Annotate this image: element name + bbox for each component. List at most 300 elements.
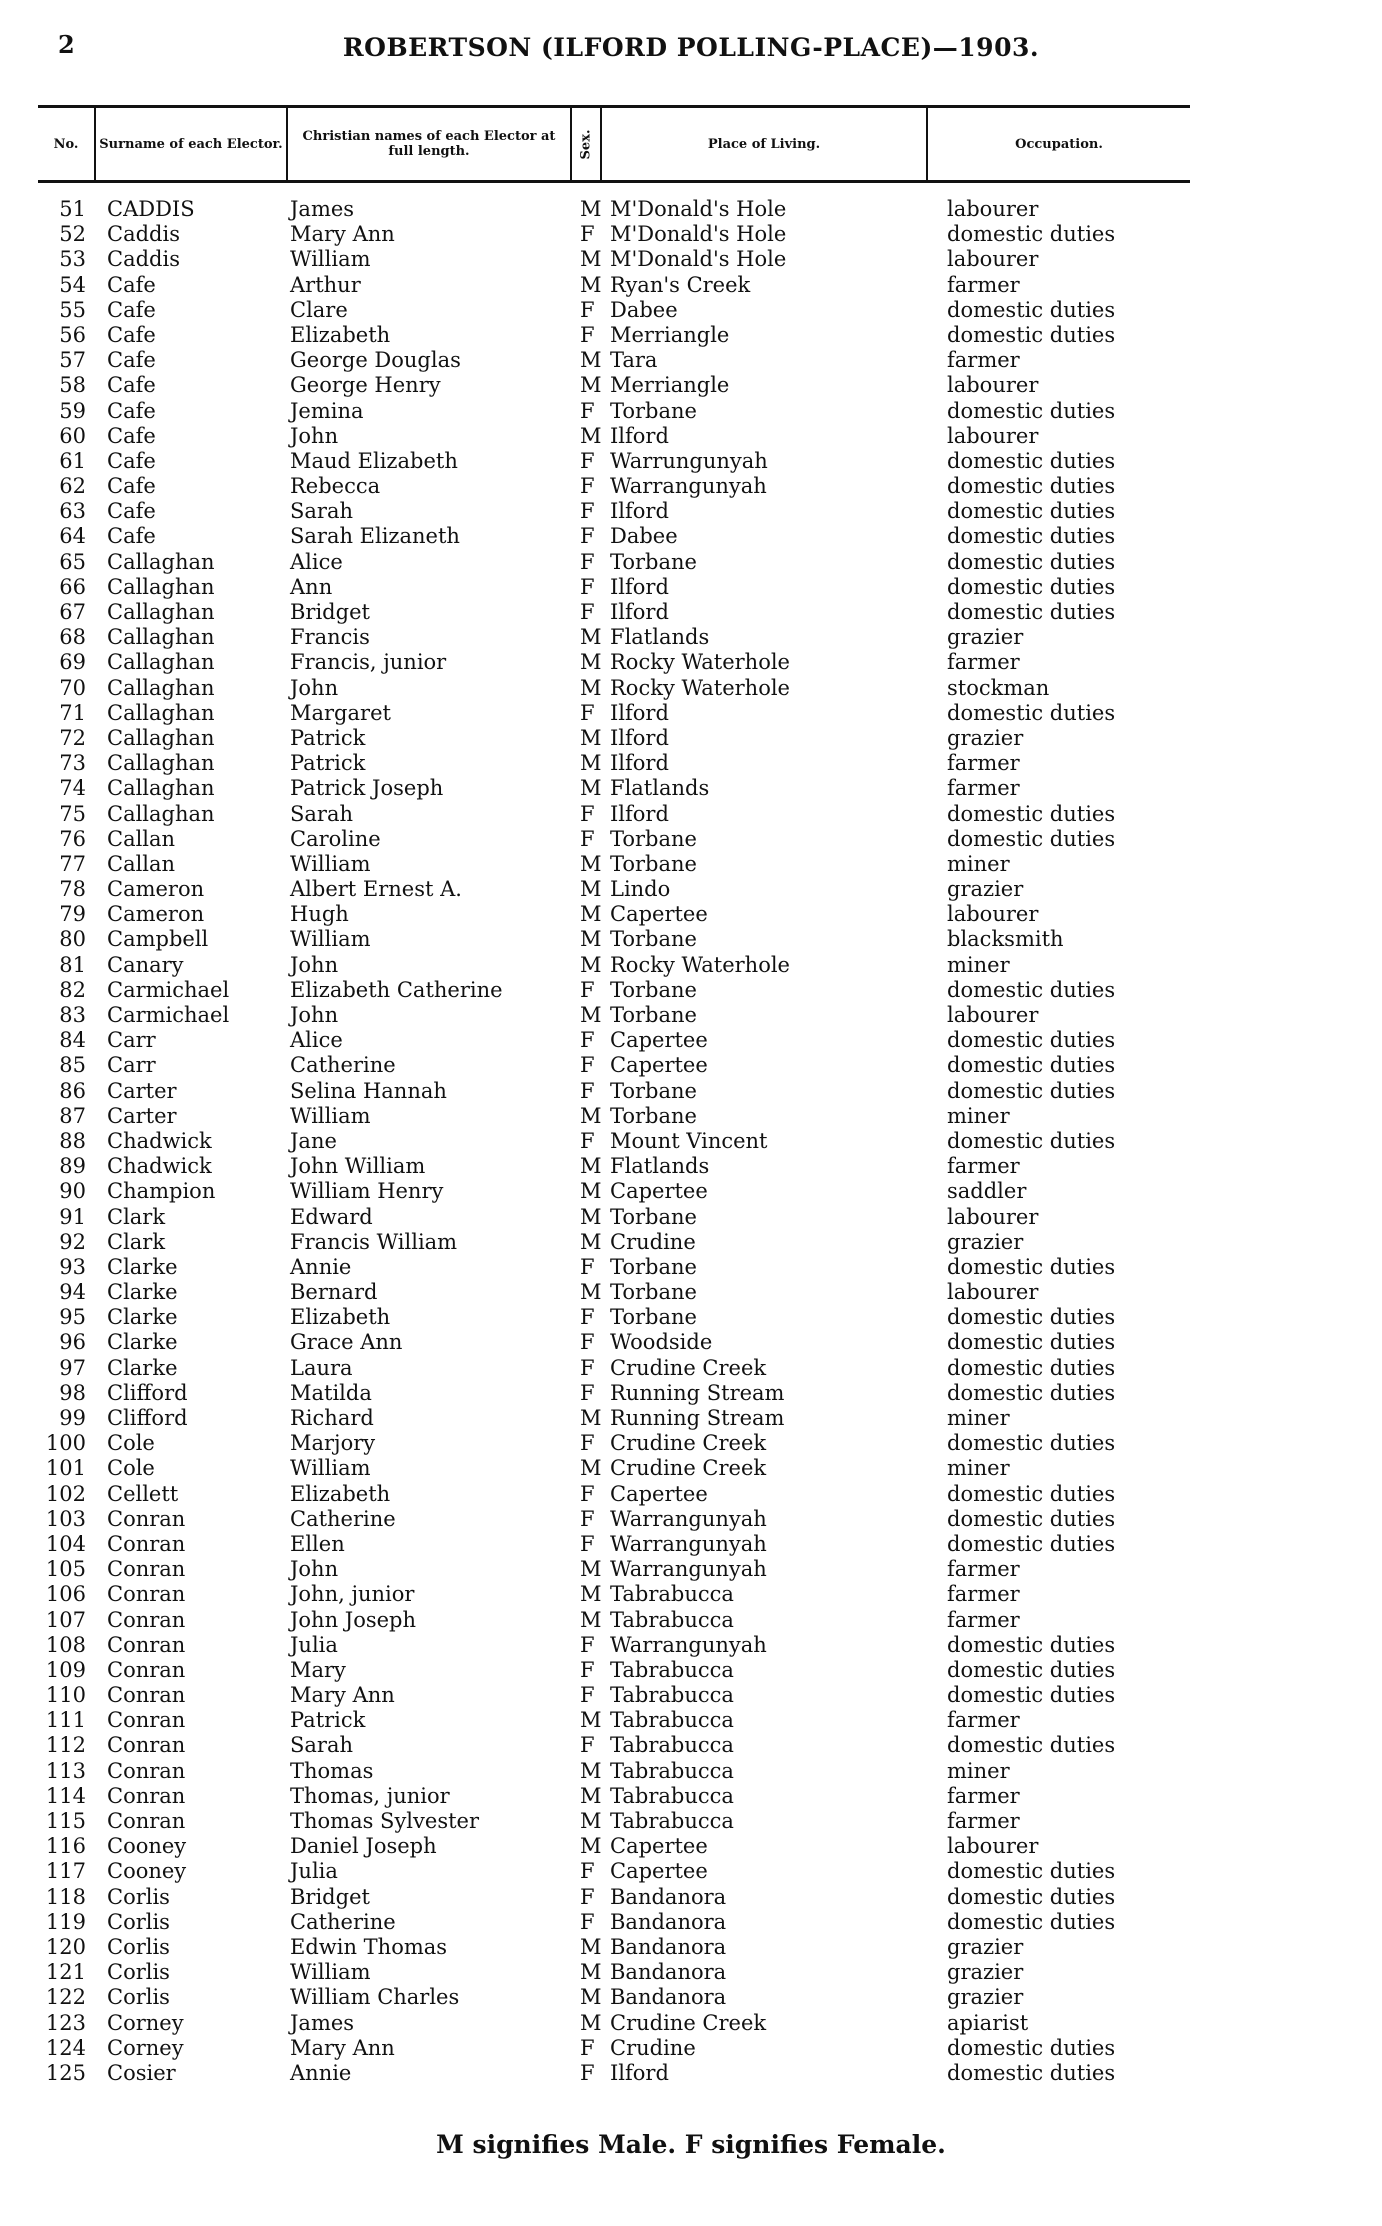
row-surname: Cafe	[107, 297, 156, 322]
row-occupation: domestic duties	[947, 297, 1116, 322]
row-christian-names: Patrick	[290, 725, 366, 750]
row-place: Ilford	[610, 499, 669, 524]
table-row	[0, 1129, 1382, 1154]
row-number: 118	[45, 1884, 86, 1909]
row-surname: Cameron	[107, 877, 205, 902]
row-sex: F	[580, 1330, 595, 1355]
row-surname: Callaghan	[107, 751, 215, 776]
row-surname: Cafe	[107, 474, 156, 499]
row-place: Torbane	[610, 826, 697, 851]
table-row	[0, 1104, 1382, 1129]
row-number: 94	[59, 1280, 86, 1305]
table-row	[0, 348, 1382, 373]
row-number: 81	[59, 952, 86, 977]
row-surname: Canary	[107, 952, 184, 977]
table-row	[0, 1003, 1382, 1028]
table-row	[0, 1834, 1382, 1859]
row-surname: Carr	[107, 1028, 156, 1053]
row-number: 65	[59, 549, 86, 574]
table-row	[0, 1985, 1382, 2010]
row-surname: Cosier	[107, 2060, 176, 2085]
row-surname: Corney	[107, 2010, 184, 2035]
row-sex: M	[580, 1456, 602, 1481]
row-occupation: labourer	[947, 1834, 1039, 1859]
row-number: 108	[45, 1632, 86, 1657]
row-place: Ilford	[610, 574, 669, 599]
row-christian-names: James	[290, 2010, 355, 2035]
row-place: Tabrabucca	[610, 1708, 734, 1733]
table-row	[0, 1079, 1382, 1104]
row-number: 98	[59, 1380, 86, 1405]
row-occupation: labourer	[947, 1204, 1039, 1229]
row-sex: M	[580, 423, 602, 448]
row-christian-names: Richard	[290, 1406, 374, 1430]
table-row	[0, 902, 1382, 927]
row-number: 62	[59, 474, 86, 499]
row-place: M'Donald's Hole	[610, 222, 787, 247]
row-occupation: grazier	[947, 625, 1024, 650]
row-christian-names: Sarah Elizaneth	[290, 524, 460, 549]
row-place: Capertee	[610, 1834, 708, 1859]
row-surname: Clarke	[107, 1355, 178, 1380]
row-place: Tabrabucca	[610, 1683, 734, 1708]
row-number: 58	[59, 373, 86, 398]
row-number: 52	[59, 222, 86, 247]
row-sex: M	[580, 373, 602, 398]
row-sex: M	[580, 1960, 602, 1985]
row-surname: Carmichael	[107, 1003, 230, 1027]
row-surname: Cafe	[107, 272, 156, 297]
row-surname: Callaghan	[107, 549, 215, 574]
row-sex: M	[580, 1783, 602, 1808]
row-christian-names: Alice	[290, 1028, 343, 1053]
row-surname: Cafe	[107, 524, 156, 549]
row-occupation: domestic duties	[947, 549, 1116, 574]
row-sex: M	[580, 1204, 602, 1229]
row-christian-names: Matilda	[290, 1380, 372, 1405]
row-sex: M	[580, 1280, 602, 1305]
row-surname: Conran	[107, 1809, 186, 1833]
row-sex: M	[580, 2010, 602, 2035]
row-sex: F	[580, 1128, 595, 1153]
row-sex: F	[580, 1355, 595, 1380]
row-sex: F	[580, 1506, 595, 1531]
row-occupation: farmer	[947, 1708, 1020, 1733]
row-surname: Conran	[107, 1632, 186, 1657]
row-sex: F	[580, 222, 595, 247]
row-christian-names: Rebecca	[290, 474, 381, 499]
row-occupation: labourer	[947, 373, 1039, 398]
table-row	[0, 1280, 1382, 1305]
row-number: 59	[59, 398, 86, 423]
row-number: 75	[59, 801, 86, 826]
row-sex: F	[580, 574, 595, 599]
row-sex: F	[580, 1859, 595, 1884]
row-number: 117	[45, 1859, 86, 1884]
row-sex: F	[580, 297, 595, 322]
row-christian-names: Grace Ann	[290, 1330, 403, 1355]
row-place: Tabrabucca	[610, 1733, 734, 1758]
row-number: 97	[59, 1355, 86, 1380]
row-number: 88	[59, 1128, 86, 1153]
row-surname: Callaghan	[107, 801, 215, 826]
row-christian-names: John, junior	[290, 1582, 415, 1607]
row-occupation: domestic duties	[947, 1506, 1116, 1531]
table-row	[0, 978, 1382, 1003]
row-place: Capertee	[610, 1179, 708, 1204]
table-row	[0, 676, 1382, 701]
row-christian-names: Julia	[290, 1632, 338, 1657]
row-place: Bandanora	[610, 1985, 727, 2010]
row-christian-names: Bridget	[290, 600, 370, 624]
row-number: 112	[45, 1733, 86, 1758]
row-christian-names: Annie	[290, 2060, 352, 2085]
row-place: Dabee	[610, 297, 678, 322]
table-row	[0, 726, 1382, 751]
table-row	[0, 1935, 1382, 1960]
row-number: 124	[45, 2035, 86, 2060]
row-place: Torbane	[610, 1078, 697, 1103]
row-surname: Corlis	[107, 1909, 170, 1934]
row-christian-names: Francis, junior	[290, 650, 447, 675]
row-place: Flatlands	[610, 625, 710, 650]
row-christian-names: George Douglas	[290, 348, 461, 373]
row-christian-names: Bridget	[290, 1884, 370, 1909]
row-christian-names: Elizabeth Catherine	[290, 977, 503, 1002]
table-row	[0, 1356, 1382, 1381]
header-christian-names: Christian names of each Elector at full length.	[288, 108, 572, 180]
row-surname: Cafe	[107, 448, 156, 473]
row-number: 122	[45, 1985, 86, 2010]
row-sex: M	[580, 1834, 602, 1859]
table-row	[0, 701, 1382, 726]
table-row	[0, 877, 1382, 902]
row-occupation: labourer	[947, 247, 1039, 272]
row-occupation: farmer	[947, 751, 1020, 776]
row-surname: Clarke	[107, 1254, 178, 1279]
table-row	[0, 1230, 1382, 1255]
row-place: Torbane	[610, 1204, 697, 1229]
row-occupation: blacksmith	[947, 927, 1064, 952]
row-occupation: domestic duties	[947, 977, 1116, 1002]
table-row	[0, 197, 1382, 222]
row-occupation: farmer	[947, 1557, 1020, 1582]
table-row	[0, 399, 1382, 424]
row-number: 51	[59, 197, 86, 221]
table-row	[0, 625, 1382, 650]
row-christian-names: John William	[290, 1154, 426, 1179]
row-number: 72	[59, 725, 86, 750]
row-christian-names: Francis	[290, 625, 370, 650]
table-row	[0, 1205, 1382, 1230]
row-sex: F	[580, 1657, 595, 1682]
row-place: Capertee	[610, 1481, 708, 1506]
row-number: 55	[59, 297, 86, 322]
row-surname: Cole	[107, 1456, 155, 1481]
row-surname: Conran	[107, 1607, 186, 1632]
table-row	[0, 373, 1382, 398]
table-row	[0, 424, 1382, 449]
row-place: Warrangunyah	[610, 1531, 767, 1556]
row-sex: M	[580, 877, 602, 902]
row-occupation: domestic duties	[947, 398, 1116, 423]
row-christian-names: Hugh	[290, 902, 349, 927]
row-christian-names: Mary Ann	[290, 222, 395, 247]
row-sex: F	[580, 801, 595, 826]
row-number: 78	[59, 877, 86, 902]
row-sex: F	[580, 2060, 595, 2085]
row-surname: Conran	[107, 1683, 186, 1708]
row-surname: Conran	[107, 1557, 186, 1582]
row-occupation: domestic duties	[947, 222, 1116, 247]
row-place: Rocky Waterhole	[610, 952, 790, 977]
table-row	[0, 1431, 1382, 1456]
row-sex: M	[580, 1934, 602, 1959]
row-occupation: domestic duties	[947, 1355, 1116, 1380]
row-sex: M	[580, 348, 602, 373]
row-number: 53	[59, 247, 86, 272]
elector-list	[0, 197, 1382, 2086]
row-surname: Caddis	[107, 247, 180, 272]
row-sex: M	[580, 1809, 602, 1833]
row-occupation: domestic duties	[947, 1330, 1116, 1355]
row-place: Crudine Creek	[610, 2010, 767, 2035]
row-number: 100	[45, 1431, 86, 1456]
table-row	[0, 499, 1382, 524]
row-occupation: domestic duties	[947, 1028, 1116, 1053]
row-place: Crudine	[610, 2035, 696, 2060]
table-row	[0, 827, 1382, 852]
table-row	[0, 1381, 1382, 1406]
row-place: Tabrabucca	[610, 1582, 734, 1607]
row-sex: M	[580, 1179, 602, 1204]
row-number: 54	[59, 272, 86, 297]
table-row	[0, 1179, 1382, 1204]
row-christian-names: Jemina	[290, 398, 364, 423]
row-number: 82	[59, 977, 86, 1002]
row-surname: Clarke	[107, 1280, 178, 1305]
row-place: Crudine	[610, 1229, 696, 1254]
row-christian-names: Alice	[290, 549, 343, 574]
row-occupation: farmer	[947, 272, 1020, 297]
row-number: 101	[45, 1456, 86, 1481]
row-occupation: farmer	[947, 1809, 1020, 1833]
row-place: Warrungunyah	[610, 448, 768, 473]
row-occupation: domestic duties	[947, 2035, 1116, 2060]
row-occupation: domestic duties	[947, 1909, 1116, 1934]
row-place: Tara	[610, 348, 658, 373]
row-number: 64	[59, 524, 86, 549]
row-number: 68	[59, 625, 86, 650]
row-occupation: stockman	[947, 675, 1050, 700]
row-surname: Cooney	[107, 1859, 187, 1884]
row-place: Warrangunyah	[610, 1557, 767, 1582]
table-row	[0, 1053, 1382, 1078]
row-sex: M	[580, 851, 602, 876]
row-sex: F	[580, 826, 595, 851]
row-place: Capertee	[610, 1028, 708, 1053]
row-place: M'Donald's Hole	[610, 247, 787, 272]
row-place: Ilford	[610, 751, 669, 776]
row-sex: F	[580, 549, 595, 574]
row-christian-names: William	[290, 1456, 371, 1481]
row-place: Rocky Waterhole	[610, 675, 790, 700]
row-occupation: saddler	[947, 1179, 1027, 1204]
row-number: 116	[45, 1834, 86, 1859]
row-christian-names: Thomas Sylvester	[290, 1809, 479, 1833]
row-christian-names: John Joseph	[290, 1607, 417, 1632]
row-sex: M	[580, 1557, 602, 1582]
row-place: M'Donald's Hole	[610, 197, 787, 221]
row-christian-names: Ann	[290, 574, 333, 599]
row-occupation: miner	[947, 1456, 1010, 1481]
row-christian-names: John	[290, 423, 339, 448]
row-number: 106	[45, 1582, 86, 1607]
row-occupation: domestic duties	[947, 1128, 1116, 1153]
row-number: 77	[59, 851, 86, 876]
row-surname: Clifford	[107, 1380, 188, 1405]
row-place: Bandanora	[610, 1960, 727, 1985]
row-christian-names: Edward	[290, 1204, 373, 1229]
table-row	[0, 1532, 1382, 1557]
row-number: 103	[45, 1506, 86, 1531]
row-sex: F	[580, 474, 595, 499]
row-occupation: grazier	[947, 1934, 1024, 1959]
table-row	[0, 1154, 1382, 1179]
table-row	[0, 449, 1382, 474]
row-surname: Callaghan	[107, 700, 215, 725]
table-row	[0, 2036, 1382, 2061]
row-surname: Carter	[107, 1078, 177, 1103]
row-number: 111	[45, 1708, 86, 1733]
row-christian-names: John	[290, 675, 339, 700]
row-sex: F	[580, 977, 595, 1002]
row-occupation: domestic duties	[947, 1859, 1116, 1884]
row-place: Woodside	[610, 1330, 713, 1355]
row-surname: Corlis	[107, 1960, 170, 1985]
row-christian-names: William	[290, 1960, 371, 1985]
row-occupation: domestic duties	[947, 474, 1116, 499]
row-occupation: domestic duties	[947, 801, 1116, 826]
row-number: 66	[59, 574, 86, 599]
row-surname: Cafe	[107, 348, 156, 373]
row-occupation: domestic duties	[947, 600, 1116, 624]
row-number: 76	[59, 826, 86, 851]
row-christian-names: William	[290, 927, 371, 952]
row-christian-names: Patrick Joseph	[290, 776, 444, 801]
row-number: 57	[59, 348, 86, 373]
row-christian-names: Laura	[290, 1355, 353, 1380]
row-number: 69	[59, 650, 86, 675]
row-place: Warrangunyah	[610, 1632, 767, 1657]
table-row	[0, 1708, 1382, 1733]
row-place: Capertee	[610, 1053, 708, 1078]
row-surname: Conran	[107, 1758, 186, 1783]
row-place: Mount Vincent	[610, 1128, 768, 1153]
row-occupation: domestic duties	[947, 826, 1116, 851]
table-row	[0, 273, 1382, 298]
row-occupation: apiarist	[947, 2010, 1029, 2035]
table-row	[0, 1456, 1382, 1481]
row-occupation: grazier	[947, 725, 1024, 750]
row-occupation: labourer	[947, 423, 1039, 448]
row-occupation: miner	[947, 1406, 1010, 1430]
row-occupation: domestic duties	[947, 1053, 1116, 1078]
row-place: Torbane	[610, 1103, 697, 1128]
row-christian-names: William	[290, 1103, 371, 1128]
row-number: 67	[59, 600, 86, 624]
row-surname: Clark	[107, 1229, 166, 1254]
row-surname: Clarke	[107, 1305, 178, 1330]
row-surname: Cafe	[107, 499, 156, 524]
row-surname: Corney	[107, 2035, 184, 2060]
row-occupation: domestic duties	[947, 448, 1116, 473]
row-surname: Cafe	[107, 423, 156, 448]
row-surname: Cellett	[107, 1481, 179, 1506]
row-surname: Corlis	[107, 1985, 170, 2010]
page-title: ROBERTSON (ILFORD POLLING-PLACE)—1903.	[342, 33, 1040, 62]
row-christian-names: Sarah	[290, 1733, 353, 1758]
table-row	[0, 1608, 1382, 1633]
table-row	[0, 1960, 1382, 1985]
row-sex: M	[580, 776, 602, 801]
row-number: 79	[59, 902, 86, 927]
row-sex: F	[580, 499, 595, 524]
row-number: 95	[59, 1305, 86, 1330]
row-place: Crudine Creek	[610, 1456, 767, 1481]
row-surname: Conran	[107, 1657, 186, 1682]
row-christian-names: Francis William	[290, 1229, 458, 1254]
row-place: Tabrabucca	[610, 1758, 734, 1783]
row-number: 60	[59, 423, 86, 448]
row-sex: F	[580, 1053, 595, 1078]
row-number: 121	[45, 1960, 86, 1985]
row-christian-names: William Charles	[290, 1985, 460, 2010]
row-occupation: farmer	[947, 1783, 1020, 1808]
row-christian-names: Thomas, junior	[290, 1783, 450, 1808]
table-row	[0, 2061, 1382, 2086]
row-christian-names: Marjory	[290, 1431, 376, 1456]
row-surname: Cafe	[107, 398, 156, 423]
row-sex: F	[580, 2035, 595, 2060]
row-surname: Callaghan	[107, 574, 215, 599]
footnote: M signifies Male. F signifies Female.	[436, 2130, 946, 2159]
table-row	[0, 751, 1382, 776]
row-surname: Callaghan	[107, 776, 215, 801]
row-christian-names: Maud Elizabeth	[290, 448, 458, 473]
row-occupation: domestic duties	[947, 1884, 1116, 1909]
row-christian-names: Jane	[290, 1128, 337, 1153]
row-sex: M	[580, 1103, 602, 1128]
row-number: 109	[45, 1657, 86, 1682]
row-christian-names: John	[290, 1003, 339, 1027]
row-sex: M	[580, 1985, 602, 2010]
row-place: Torbane	[610, 851, 697, 876]
row-place: Tabrabucca	[610, 1809, 734, 1833]
row-surname: Callan	[107, 851, 176, 876]
row-surname: Corlis	[107, 1884, 170, 1909]
table-row	[0, 1633, 1382, 1658]
row-sex: M	[580, 247, 602, 272]
row-place: Torbane	[610, 1003, 697, 1027]
table-row	[0, 1784, 1382, 1809]
row-christian-names: John	[290, 952, 339, 977]
row-number: 93	[59, 1254, 86, 1279]
row-occupation: domestic duties	[947, 1481, 1116, 1506]
row-sex: M	[580, 197, 602, 221]
row-sex: F	[580, 1305, 595, 1330]
row-sex: F	[580, 1909, 595, 1934]
